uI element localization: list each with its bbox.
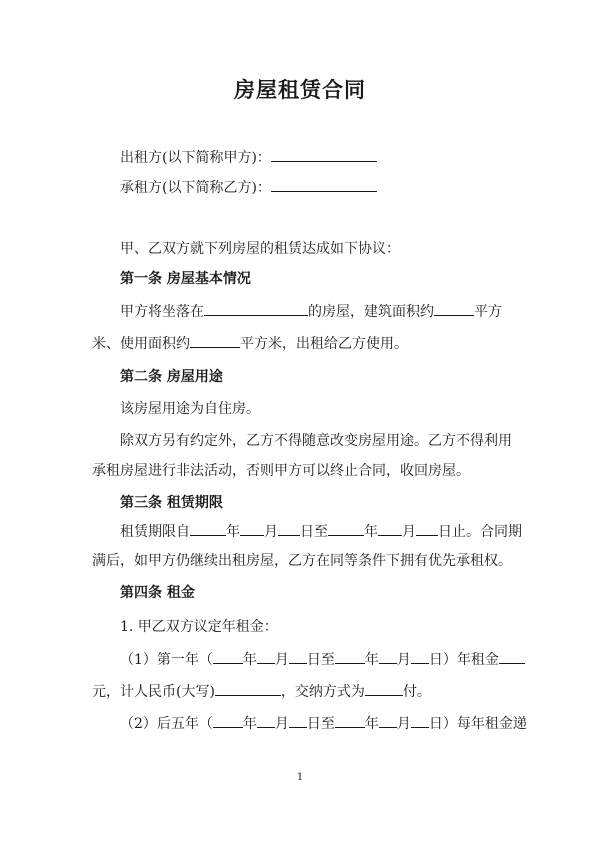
sub2-text-end: 日）每年租金递	[428, 716, 527, 732]
sub1-year-label-2: 年	[364, 652, 379, 668]
sub2-year-label: 年	[242, 716, 257, 732]
article-1-line-2	[92, 334, 408, 353]
sub2-month-label-2: 月	[396, 716, 411, 732]
article-4-item-1: 1. 甲乙双方议定年租金：	[120, 619, 278, 635]
article-2-heading: 第二条 房屋用途	[120, 369, 223, 385]
article-1-line-1	[120, 302, 502, 321]
lessor-blank	[271, 148, 377, 162]
sub1-year-label: 年	[242, 652, 257, 668]
year-label-2: 年	[364, 524, 378, 540]
article-4-sub-1-line-1	[120, 650, 525, 669]
address-blank	[204, 302, 308, 316]
lessee-line	[120, 178, 377, 197]
sub1-end-month-blank	[379, 650, 397, 664]
article-3-line-1	[120, 522, 522, 541]
sub2-end-day-blank	[411, 714, 429, 728]
article-2-para-1: 该房屋用途为自住房。	[120, 401, 260, 417]
term-text-end: 日止。合同期	[438, 524, 522, 540]
sub1-pay-end: 付。	[402, 684, 431, 700]
end-month-blank	[378, 522, 402, 536]
intro-paragraph: 甲、乙双方就下列房屋的租赁达成如下协议：	[120, 241, 400, 257]
sub2-end-month-blank	[379, 714, 397, 728]
start-month-blank	[240, 522, 264, 536]
sub2-to-label: 日至	[306, 716, 335, 732]
article-1-text-e: 平方米，出租给乙方使用。	[240, 336, 408, 352]
article-3-line-2: 满后，如甲方仍继续出租房屋，乙方在同等条件下拥有优先承租权。	[92, 553, 512, 569]
sub1-payment-text: ，交纳方式为	[280, 684, 365, 700]
article-1-text-a: 甲方将坐落在	[120, 304, 204, 320]
lessee-label: 承租方(以下简称乙方)：	[120, 180, 271, 196]
article-1-heading: 第一条 房屋基本情况	[120, 271, 251, 287]
amount-in-words-blank	[215, 682, 281, 696]
sub1-to-label: 日至	[306, 652, 335, 668]
article-4-sub-1-line-2	[92, 682, 431, 701]
sub1-end-year-blank	[335, 650, 365, 664]
sub1-start-day-blank	[289, 650, 307, 664]
article-4-sub-2-line-1	[120, 714, 527, 733]
article-3-heading: 第三条 租赁期限	[120, 495, 223, 511]
article-4-heading: 第四条 租金	[120, 585, 195, 601]
usable-area-blank	[190, 334, 240, 348]
start-year-blank	[190, 522, 226, 536]
day-to-label: 日至	[300, 524, 328, 540]
sub2-start-day-blank	[289, 714, 307, 728]
sub1-text-end: 日）年租金	[428, 652, 499, 668]
term-text-start: 租赁期限自	[120, 524, 190, 540]
building-area-blank	[434, 302, 474, 316]
end-year-blank	[328, 522, 364, 536]
sub2-end-year-blank	[335, 714, 365, 728]
article-1-text-d: 米、使用面积约	[92, 336, 190, 352]
sub2-text-start: （2）后五年（	[120, 716, 213, 732]
sub1-month-label-2: 月	[396, 652, 411, 668]
sub1-amount-text: 元，计人民币(大写)	[92, 684, 215, 700]
month-label: 月	[264, 524, 278, 540]
payment-method-blank	[365, 682, 403, 696]
sub2-start-month-blank	[257, 714, 275, 728]
lessor-label: 出租方(以下简称甲方)：	[120, 150, 271, 166]
document-title: 房屋租赁合同	[234, 77, 366, 102]
end-day-blank	[416, 522, 438, 536]
article-2-para-2-line-2: 承租房屋进行非法活动，否则甲方可以终止合同，收回房屋。	[92, 463, 470, 479]
article-2-para-2-line-1: 除双方另有约定外，乙方不得随意改变房屋用途。乙方不得利用	[120, 433, 512, 449]
sub1-rent-blank	[499, 650, 525, 664]
sub2-month-label: 月	[274, 716, 289, 732]
sub2-year-label-2: 年	[364, 716, 379, 732]
month-label-2: 月	[402, 524, 416, 540]
article-1-text-b: 的房屋，建筑面积约	[308, 304, 434, 320]
sub1-start-year-blank	[213, 650, 243, 664]
lessor-line	[120, 148, 377, 167]
lessee-blank	[271, 178, 377, 192]
year-label: 年	[226, 524, 240, 540]
article-1-text-c: 平方	[474, 304, 502, 320]
start-day-blank	[278, 522, 300, 536]
sub1-month-label: 月	[274, 652, 289, 668]
sub1-start-month-blank	[257, 650, 275, 664]
sub1-end-day-blank	[411, 650, 429, 664]
sub1-text-start: （1）第一年（	[120, 652, 213, 668]
sub2-start-year-blank	[213, 714, 243, 728]
page-number: 1	[296, 772, 304, 783]
